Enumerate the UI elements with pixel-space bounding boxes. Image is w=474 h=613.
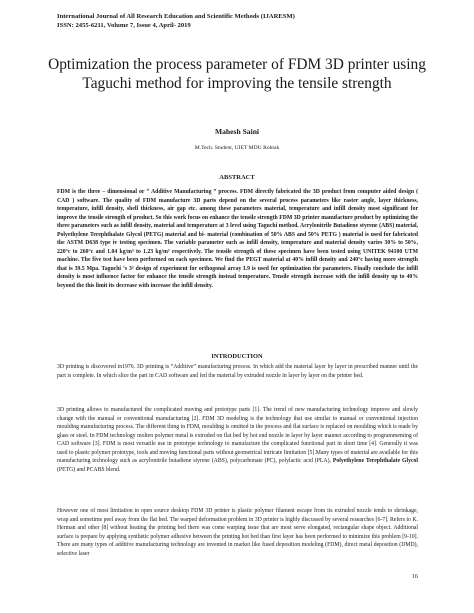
- intro-paragraph-2-end: (PETG) and PCABS blend.: [57, 466, 121, 473]
- journal-name: International Journal of All Research Education and Scientific Methods (IJARESM): [57, 13, 295, 20]
- intro-paragraph-3: However one of most limitation in open source desktop FDM 3D printer is plastic polymer filament escape from its extruded nozzle tends to shrinkage, wrap and sometime peel away from the flat bed. The warped deformation problem in 3D printer is highly discussed by several researches [6-7]. Refers to K. Herman and other [8] without heating the printing bed there was come warping issue that are most serve elongated, rectangular shape object. Additional surface is prepare by applying synthetic polymer adhesive between the printing hot bed than first layer has been performed to minimize this problem [9-10]. There are many types of additive manufacturing technology are invented in market like fused deposition modeling (FDM), direct metal deposition (DMD), selective laser: [57, 508, 418, 557]
- intro-paragraph-2-text: 3D printing allows to manufactured the complicated moving and prototype parts [1]. The trend of new manufacturing technology improve and slowly change with the manual or conventional manufacturing [2]. FDM 3D modeling is the technology that use similar to manual or conventional injection moulding manufacturing process. The different thing in FDM, moulding is omitted in the process and flat surface is replaced on moulding which is made by glass or steel. In FDM technology molten polymer metal is extruded on flat bed by hot end nozzle in layer by layer manner according to programmeming of CAD software [3]. FDM is most versatile use in prototype technology to manufacture the complicated functional part in short time [4]. Generally it was used to plastic polymer prototype, tools and moving functional parts without geometrical intricate limitation [5].Many types of material are available for this manufacturing technology such as acrylonitrile butadiene styrene (ABS), polycarbonate (PC), polylactic acid (PLA),: [57, 407, 418, 465]
- author-name: Mahesh Saini: [214, 127, 260, 136]
- petg-material-name: Polyethylene Terephthalate Glycol: [332, 458, 418, 465]
- author-affiliation: M.Tech. Student, UIET MDU Rohtak: [194, 145, 280, 151]
- abstract-text: FDM is the three – dimensional or “ Additive Manufacturing ” process. FDM directly fabricated the 3D product from computer aided design ( CAD ) software. The quality of FDM manufacture 3D parts depend on the several process parameters like raster angle, layer thickness, temperature, infill density, shell thickness, air gap etc. among these parameters material, temperature and infill density most significant for improve the tensile strength of product. So this work focus on enhance the tensile strength FDM 3D printer manufacture product by optimizing the three parameters such as infill density, material and temperature at 3 level using Taguchi method. Acrylonitrile Butadiene styrene (ABS) material, Polyethylene Terephthalate Glycol (PETG) material and bi- material (combination of 50% ABS and 50% PETG ) material is used for fabricated the ASTM D638 type iv testing specimen. The variable parameter such as infill density, temperature and material density varies 30% to 50%, 220°c to 260°c and 1.04 kg/m³ to 1.23 kg/m³ respectively. The tensile strength of these specimen have been tested using UNITEK 94100 UTM machine. The five test have been performed on each specimen. We find the PEGT material at 40% infill density and 240°c having more strength that is 39.5 Mpa. Taguchi ‘s 3³ design of experiment for orthogonal array L9 is used for optimization the parameters. Finally conclude the infill density is most influence factor for enhance the tensile strength instead temperature. Tensile strength increase with the infill density up to 40% beyond the this limit its decrease with increase the infill density.: [57, 189, 418, 290]
- intro-paragraph-1: 3D printing is discovered in1976. 3D printing is “Additive” manufacturing process. In which add the material layer by layer in prescribed manner until the part is complete. In which slice the part in CAD software and fed the material by extruded nozzle in layer by layer on the printer bed.: [57, 364, 418, 379]
- intro-paragraph-2: [57, 406, 418, 474]
- journal-header: [57, 13, 417, 30]
- journal-issn: ISSN: 2455-6211, Volume 7, Issue 4, April- 2019: [57, 21, 191, 29]
- abstract-heading: ABSTRACT: [219, 174, 255, 181]
- page-number: 16: [411, 573, 418, 580]
- paper-title: Optimization the process parameter of FDM 3D printer using Taguchi method for improving the tensile strength: [48, 56, 426, 92]
- introduction-heading: INTRODUCTION: [211, 353, 263, 360]
